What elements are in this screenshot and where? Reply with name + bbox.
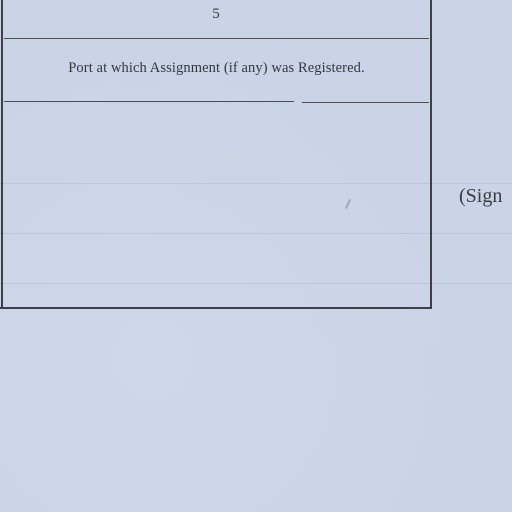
heading-divider (4, 101, 294, 102)
ruled-line (0, 183, 512, 184)
ink-speck (345, 199, 351, 209)
signature-label: (Sign (459, 185, 503, 207)
column-heading: Port at which Assignment (if any) was Registered. (68, 60, 365, 76)
table-left-border (1, 0, 3, 308)
ruled-line (0, 283, 512, 284)
heading-divider (302, 102, 429, 103)
ruled-line (0, 233, 512, 234)
header-divider (4, 38, 429, 39)
table-right-border (430, 0, 432, 309)
column-number: 5 (212, 6, 220, 22)
table-bottom-border (0, 307, 432, 309)
